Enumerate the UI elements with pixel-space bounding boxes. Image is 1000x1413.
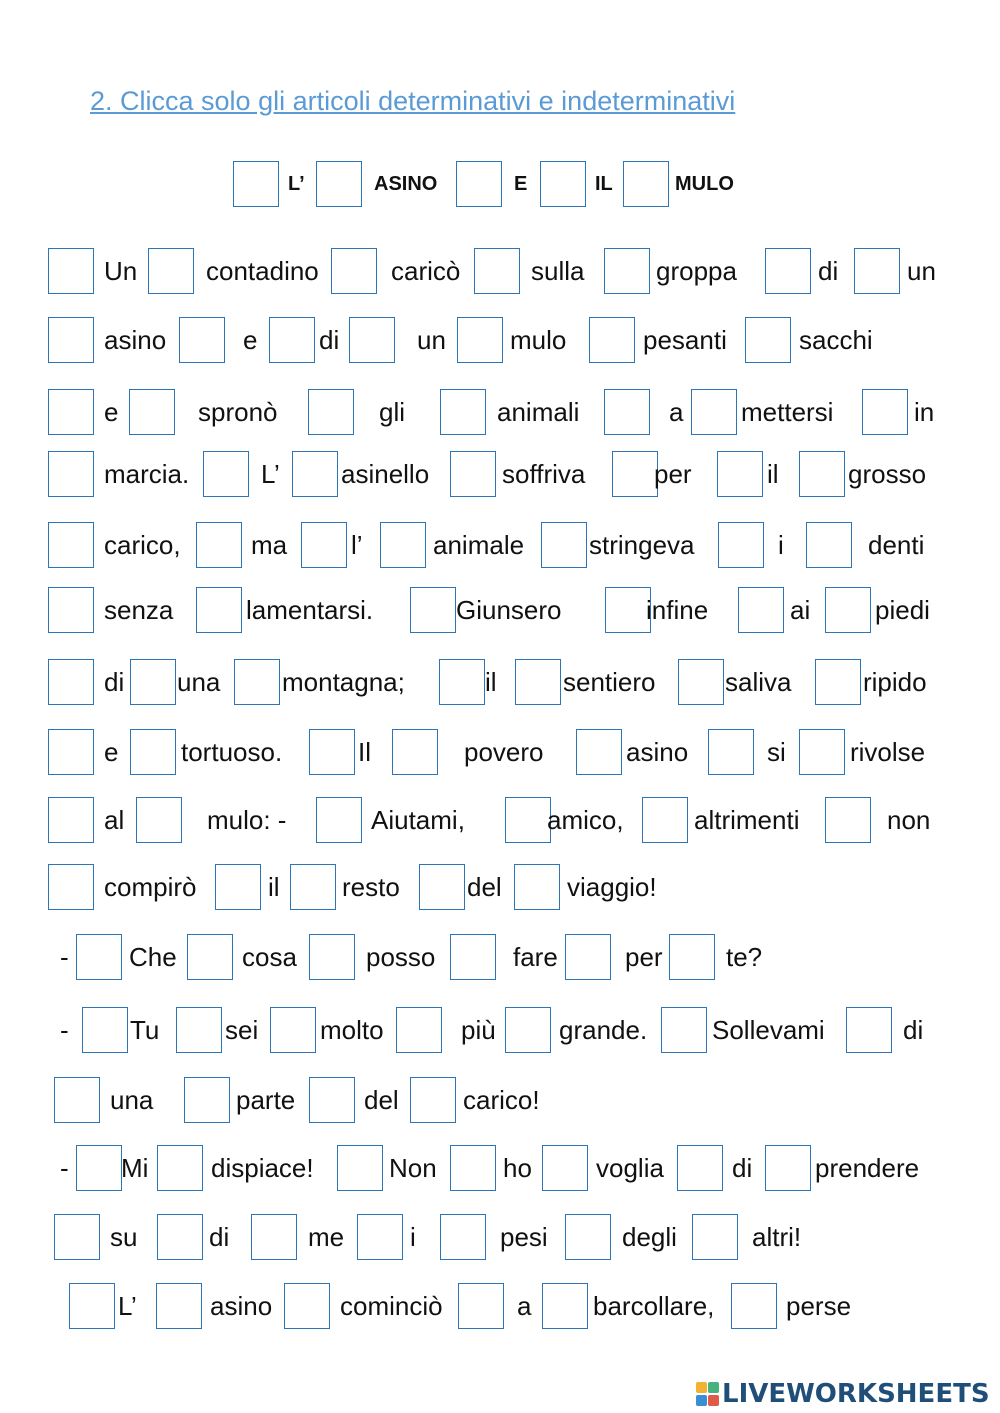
answer-box[interactable] <box>439 659 485 705</box>
word: per <box>654 459 692 489</box>
answer-box[interactable] <box>396 1007 442 1053</box>
answer-box[interactable] <box>156 1283 202 1329</box>
answer-box[interactable] <box>187 934 233 980</box>
answer-box[interactable] <box>308 389 354 435</box>
answer-box[interactable] <box>301 522 347 568</box>
word: si <box>767 737 786 767</box>
word: voglia <box>596 1153 664 1183</box>
word: l’ <box>351 530 363 560</box>
answer-box[interactable] <box>234 659 280 705</box>
word: amico, <box>547 805 624 835</box>
word: povero <box>464 737 544 767</box>
answer-box[interactable] <box>337 1145 383 1191</box>
answer-box[interactable] <box>642 797 688 843</box>
answer-box[interactable] <box>458 1283 504 1329</box>
word: rivolse <box>850 737 926 767</box>
answer-box[interactable] <box>854 248 900 294</box>
answer-box[interactable] <box>316 161 362 207</box>
word: cominciò <box>340 1291 443 1321</box>
liveworksheets-logo-icon <box>696 1380 720 1408</box>
word: mulo: - <box>207 805 287 835</box>
word: contadino <box>206 256 319 286</box>
word: Giunsero <box>456 595 562 625</box>
answer-box[interactable] <box>69 1283 115 1329</box>
word: Che <box>129 942 177 972</box>
answer-box[interactable] <box>380 522 426 568</box>
answer-box[interactable] <box>862 389 908 435</box>
word: molto <box>320 1015 384 1045</box>
answer-box[interactable] <box>661 1007 707 1053</box>
answer-box[interactable] <box>331 248 377 294</box>
answer-box[interactable] <box>48 729 94 775</box>
answer-box[interactable] <box>799 729 845 775</box>
answer-box[interactable] <box>457 317 503 363</box>
answer-box[interactable] <box>605 587 651 633</box>
word: a <box>669 397 684 427</box>
word: resto <box>342 872 400 902</box>
word: Non <box>389 1153 437 1183</box>
word: del <box>467 872 502 902</box>
answer-box[interactable] <box>316 797 362 843</box>
word: pesanti <box>643 325 727 355</box>
word: senza <box>104 595 174 625</box>
word: di <box>319 325 340 355</box>
word: un <box>417 325 446 355</box>
word: prendere <box>815 1153 920 1183</box>
answer-box[interactable] <box>514 864 560 910</box>
word: altri! <box>752 1222 802 1252</box>
word: viaggio! <box>567 872 657 902</box>
word: dispiace! <box>211 1153 314 1183</box>
answer-box[interactable] <box>196 587 242 633</box>
word: il <box>767 459 779 489</box>
word: infine <box>646 595 709 625</box>
word: - <box>60 1015 69 1045</box>
word: sei <box>225 1015 259 1045</box>
answer-box[interactable] <box>48 797 94 843</box>
word: in <box>914 397 935 427</box>
answer-box[interactable] <box>270 1007 316 1053</box>
word: al <box>104 805 125 835</box>
answer-box[interactable] <box>184 1077 230 1123</box>
word: una <box>177 667 221 697</box>
instruction-heading: 2. Clicca solo gli articoli determinativi e indeterminativi <box>90 86 736 116</box>
liveworksheets-logo <box>696 1377 994 1411</box>
word: ASINO <box>374 173 438 195</box>
word: a <box>517 1291 532 1321</box>
answer-box[interactable] <box>799 451 845 497</box>
word: barcollare, <box>593 1291 715 1321</box>
answer-box[interactable] <box>440 1214 486 1260</box>
word: e <box>243 325 258 355</box>
word: me <box>308 1222 345 1252</box>
answer-box[interactable] <box>349 317 395 363</box>
word: di <box>903 1015 924 1045</box>
word: L’ <box>261 459 280 489</box>
word: - <box>60 1153 69 1183</box>
word: degli <box>622 1222 677 1252</box>
word: i <box>410 1222 416 1252</box>
word: Mi <box>121 1153 149 1183</box>
answer-box[interactable] <box>565 1214 611 1260</box>
word: spronò <box>198 397 278 427</box>
answer-box[interactable] <box>290 864 336 910</box>
word: non <box>887 805 931 835</box>
answer-box[interactable] <box>269 317 315 363</box>
word: fare <box>513 942 558 972</box>
word: L’ <box>288 173 305 195</box>
word: montagna; <box>282 667 405 697</box>
word: grande. <box>559 1015 648 1045</box>
answer-box[interactable] <box>410 587 456 633</box>
word: soffriva <box>502 459 586 489</box>
answer-box[interactable] <box>48 587 94 633</box>
word: altrimenti <box>694 805 800 835</box>
word: Sollevami <box>712 1015 825 1045</box>
answer-box[interactable] <box>623 161 669 207</box>
word: caricò <box>391 256 461 286</box>
answer-box[interactable] <box>542 1283 588 1329</box>
word: ai <box>790 595 811 625</box>
answer-box[interactable] <box>450 934 496 980</box>
answer-box[interactable] <box>48 389 94 435</box>
word: il <box>485 667 497 697</box>
word: per <box>625 942 663 972</box>
answer-box[interactable] <box>392 729 438 775</box>
answer-box[interactable] <box>589 317 635 363</box>
answer-box[interactable] <box>233 161 279 207</box>
answer-box[interactable] <box>692 1214 738 1260</box>
word: di <box>104 667 125 697</box>
answer-box[interactable] <box>309 729 355 775</box>
answer-box[interactable] <box>515 659 561 705</box>
answer-box[interactable] <box>251 1214 297 1260</box>
answer-box[interactable] <box>82 1007 128 1053</box>
word: stringeva <box>589 530 695 560</box>
answer-box[interactable] <box>76 934 122 980</box>
answer-box[interactable] <box>450 1145 496 1191</box>
word: Tu <box>130 1015 160 1045</box>
word: del <box>364 1085 399 1115</box>
answer-box[interactable] <box>292 451 338 497</box>
word: denti <box>868 530 925 560</box>
logo-text: LIVEWORKSHEETS <box>722 1379 990 1409</box>
word: asino <box>104 325 167 355</box>
word: ho <box>503 1153 532 1183</box>
answer-box[interactable] <box>576 729 622 775</box>
word: perse <box>786 1291 852 1321</box>
answer-box[interactable] <box>678 659 724 705</box>
word: ripido <box>863 667 927 697</box>
word: asinello <box>341 459 430 489</box>
answer-box[interactable] <box>541 522 587 568</box>
answer-box[interactable] <box>157 1214 203 1260</box>
answer-box[interactable] <box>738 587 784 633</box>
word: un <box>907 256 936 286</box>
word: più <box>461 1015 496 1045</box>
answer-box[interactable] <box>505 797 551 843</box>
word: cosa <box>242 942 297 972</box>
word: pesi <box>500 1222 548 1252</box>
word: di <box>818 256 839 286</box>
answer-box[interactable] <box>450 451 496 497</box>
answer-box[interactable] <box>825 797 871 843</box>
word: sacchi <box>799 325 873 355</box>
word: grosso <box>848 459 927 489</box>
word: E <box>514 173 528 195</box>
answer-box[interactable] <box>565 934 611 980</box>
word: IL <box>595 173 613 195</box>
answer-box[interactable] <box>357 1214 403 1260</box>
answer-box[interactable] <box>48 248 94 294</box>
answer-box[interactable] <box>48 522 94 568</box>
word: tortuoso. <box>181 737 283 767</box>
answer-box[interactable] <box>542 1145 588 1191</box>
answer-box[interactable] <box>54 1077 100 1123</box>
word: carico! <box>463 1085 540 1115</box>
answer-box[interactable] <box>54 1214 100 1260</box>
answer-box[interactable] <box>440 389 486 435</box>
word: asino <box>210 1291 273 1321</box>
word: MULO <box>675 173 734 195</box>
answer-box[interactable] <box>136 797 182 843</box>
word: animale <box>433 530 525 560</box>
word: una <box>110 1085 154 1115</box>
answer-box[interactable] <box>612 451 658 497</box>
answer-box[interactable] <box>815 659 861 705</box>
word: il <box>268 872 280 902</box>
word: lamentarsi. <box>246 595 374 625</box>
answer-box[interactable] <box>474 248 520 294</box>
answer-box[interactable] <box>708 729 754 775</box>
answer-box[interactable] <box>691 389 737 435</box>
answer-box[interactable] <box>48 659 94 705</box>
word: di <box>209 1222 230 1252</box>
answer-box[interactable] <box>717 451 763 497</box>
word: e <box>104 397 119 427</box>
answer-box[interactable] <box>677 1145 723 1191</box>
answer-box[interactable] <box>410 1077 456 1123</box>
word: parte <box>236 1085 296 1115</box>
word: compirò <box>104 872 197 902</box>
answer-box[interactable] <box>215 864 261 910</box>
word: asino <box>626 737 689 767</box>
answer-box[interactable] <box>806 522 852 568</box>
word: su <box>110 1222 138 1252</box>
answer-box[interactable] <box>419 864 465 910</box>
word: di <box>732 1153 753 1183</box>
answer-box[interactable] <box>745 317 791 363</box>
word: mulo <box>510 325 567 355</box>
word: groppa <box>656 256 737 286</box>
word: animali <box>497 397 580 427</box>
answer-box[interactable] <box>148 248 194 294</box>
word: te? <box>726 942 763 972</box>
answer-box[interactable] <box>718 522 764 568</box>
word: sulla <box>531 256 585 286</box>
answer-box[interactable] <box>825 587 871 633</box>
word: ma <box>251 530 288 560</box>
word: Il <box>358 737 371 767</box>
word: saliva <box>725 667 792 697</box>
word: - <box>60 942 69 972</box>
word: Un <box>104 256 138 286</box>
answer-box[interactable] <box>505 1007 551 1053</box>
answer-box[interactable] <box>284 1283 330 1329</box>
answer-box[interactable] <box>456 161 502 207</box>
answer-box[interactable] <box>604 248 650 294</box>
answer-box[interactable] <box>846 1007 892 1053</box>
word: carico, <box>104 530 181 560</box>
answer-box[interactable] <box>179 317 225 363</box>
word: e <box>104 737 119 767</box>
answer-box[interactable] <box>130 659 176 705</box>
answer-box[interactable] <box>731 1283 777 1329</box>
answer-box[interactable] <box>765 1145 811 1191</box>
answer-box[interactable] <box>196 522 242 568</box>
answer-box[interactable] <box>129 389 175 435</box>
answer-box[interactable] <box>309 1077 355 1123</box>
word: marcia. <box>104 459 190 489</box>
word: L’ <box>118 1291 137 1321</box>
word: posso <box>366 942 436 972</box>
answer-box[interactable] <box>48 864 94 910</box>
word: i <box>778 530 784 560</box>
word: sentiero <box>563 667 656 697</box>
answer-box[interactable] <box>765 248 811 294</box>
answer-box[interactable] <box>669 934 715 980</box>
answer-box[interactable] <box>176 1007 222 1053</box>
answer-box[interactable] <box>48 451 94 497</box>
word: mettersi <box>741 397 834 427</box>
answer-box[interactable] <box>48 317 94 363</box>
word: piedi <box>875 595 930 625</box>
answer-box[interactable] <box>76 1145 122 1191</box>
answer-box[interactable] <box>157 1145 203 1191</box>
word: Aiutami, <box>371 805 465 835</box>
answer-box[interactable] <box>203 451 249 497</box>
answer-box[interactable] <box>130 729 176 775</box>
answer-box[interactable] <box>604 389 650 435</box>
word: gli <box>379 397 406 427</box>
answer-box[interactable] <box>309 934 355 980</box>
answer-box[interactable] <box>540 161 586 207</box>
